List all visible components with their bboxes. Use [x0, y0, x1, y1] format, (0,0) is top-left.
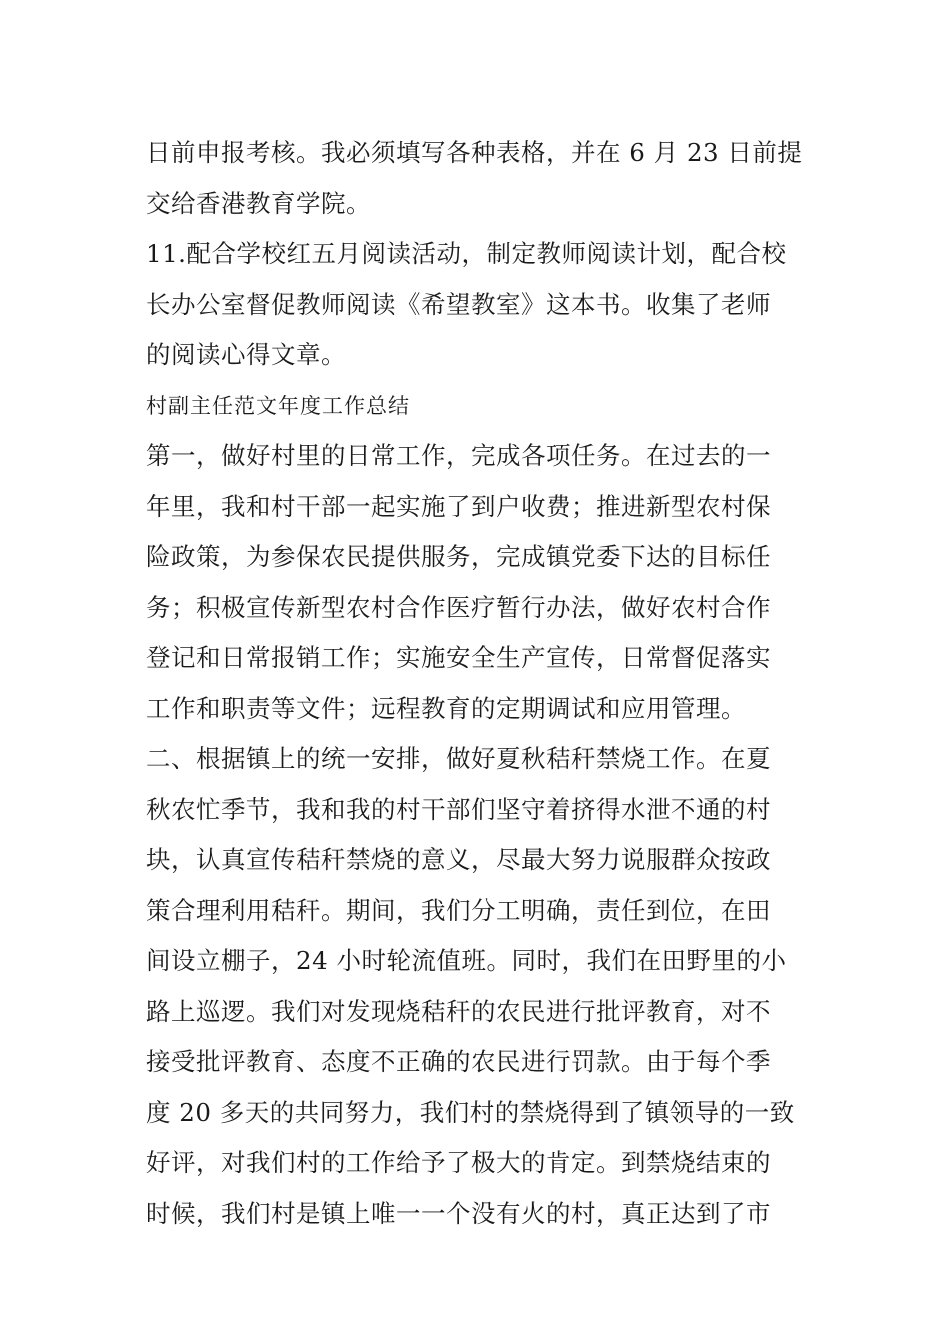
text-line: 险政策，为参保农民提供服务，完成镇党委下达的目标任 [146, 542, 771, 571]
text-line: 的阅读心得文章。 [146, 340, 346, 369]
text-line: 时候，我们村是镇上唯一一个没有火的村，真正达到了市 [146, 1198, 771, 1228]
text-line: 块，认真宣传秸秆禁烧的意义，尽最大努力说服群众按政 [146, 845, 771, 874]
text-line: 11.配合学校红五月阅读活动，制定教师阅读计划，配合校 [146, 239, 787, 268]
text-line: 策合理利用秸秆。期间，我们分工明确，责任到位，在田 [146, 895, 771, 925]
text-line: 好评，对我们村的工作给予了极大的肯定。到禁烧结束的 [146, 1148, 771, 1177]
text-line: 交给香港教育学院。 [146, 188, 371, 218]
document-body [146, 128, 811, 1239]
text-line: 二、根据镇上的统一安排，做好夏秋秸秆禁烧工作。在夏 [146, 744, 771, 773]
text-line: 日前申报考核。我必须填写各种表格，并在 6 月 23 日前提 [146, 138, 803, 167]
text-line: 务；积极宣传新型农村合作医疗暂行办法，做好农村合作 [146, 592, 771, 622]
text-line: 工作和职责等文件；远程教育的定期调试和应用管理。 [146, 693, 746, 723]
section-heading: 村副主任范文年度工作总结 [146, 393, 410, 418]
text-line: 第一，做好村里的日常工作，完成各项任务。在过去的一 [146, 441, 771, 470]
text-line: 长办公室督促教师阅读《希望教室》这本书。收集了老师 [146, 289, 771, 319]
text-line: 度 20 多天的共同努力，我们村的禁烧得到了镇领导的一致 [146, 1097, 795, 1127]
text-line: 秋农忙季节，我和我的村干部们坚守着挤得水泄不通的村 [146, 794, 771, 824]
text-line: 间设立棚子，24 小时轮流值班。同时，我们在田野里的小 [146, 946, 787, 975]
text-line: 路上巡逻。我们对发现烧秸秆的农民进行批评教育，对不 [146, 996, 771, 1026]
text-line: 接受批评教育、态度不正确的农民进行罚款。由于每个季 [146, 1047, 771, 1076]
text-line: 年里，我和村干部一起实施了到户收费；推进新型农村保 [146, 491, 771, 521]
text-line: 登记和日常报销工作；实施安全生产宣传，日常督促落实 [146, 643, 771, 672]
